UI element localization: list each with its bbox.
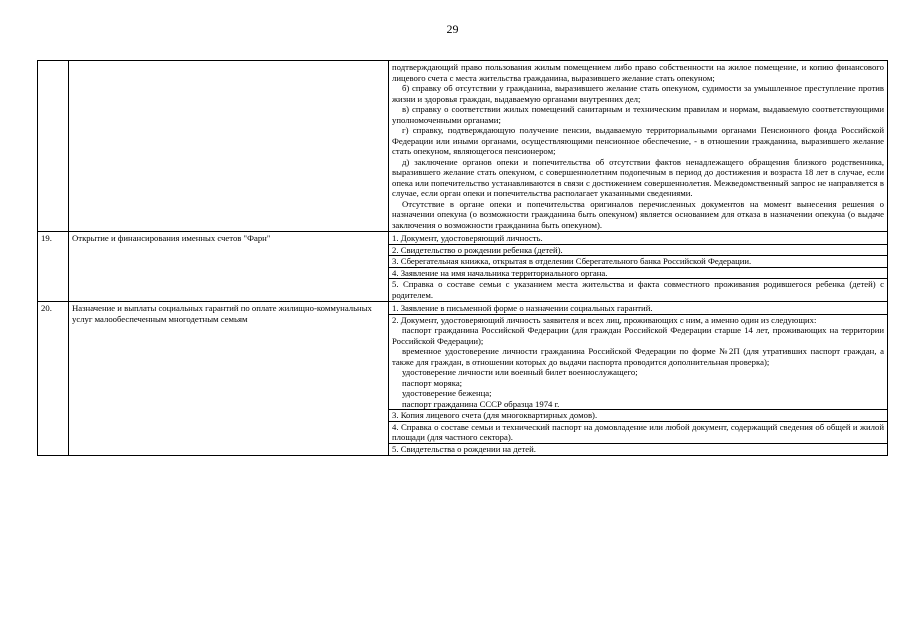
- documents-cell: [389, 302, 888, 456]
- document-item: 2. Свидетельство о рождении ребенка (детей).: [392, 244, 563, 255]
- documents-cell: [389, 61, 888, 232]
- document-subitem: паспорт моряка;: [402, 377, 463, 388]
- document-item: 3. Копия лицевого счета (для многоквартирных домов).: [392, 410, 598, 420]
- document-item: 4. Заявление на имя начальника территориального органа.: [392, 267, 608, 278]
- document-item: 1. Заявление в письменной форме о назначении социальных гарантий.: [392, 303, 653, 313]
- service-name: Назначение и выплаты социальных гарантий по оплате жилищно-коммунальных услуг малообеспеченным многодетным семьям: [69, 302, 389, 456]
- document-paragraph: г) справку, подтверждающую получение пенсии, выдаваемую территориальными органами Пенсионного фонда Российской Федерации или иными органами, осуществляющими пенсионное обеспечение, - в отношении гражданина, выразившего желание стать опекуном, являющегося пенсионером;: [392, 125, 884, 156]
- documents-cell: [389, 232, 888, 302]
- document-item: 3. Сберегательная книжка, открытая в отделении Сберегательного банка Российской Федерации.: [392, 256, 752, 266]
- document-paragraph: подтверждающий право пользования жилым помещением либо право собственности на жилое помещение, и копию финансового лицевого счета с места жительства гражданина, выразившего желание стать опекуном;: [392, 62, 884, 83]
- document-item: 5. Справка о составе семьи с указанием места жительства и факта совместного проживания родившегося ребенка (детей) с родителем.: [392, 279, 884, 300]
- document-item: 2. Документ, удостоверяющий личность заявителя и всех лиц, проживающих с ним, а именно один из следующих:: [392, 314, 817, 325]
- row-number: [38, 61, 69, 232]
- page-number: 29: [446, 22, 459, 36]
- document-subitem: паспорт гражданина СССР образца 1974 г.: [402, 398, 560, 409]
- document-paragraph: б) справку об отсутствии у гражданина, выразившего желание стать опекуном, судимости за умышленное преступление против жизни и здоровья граждан, выдаваемую органами внутренних дел;: [392, 83, 884, 104]
- document-item: 4. Справка о составе семьи и технический паспорт на домовладение или любой документ, содержащий сведения об общей и жилой площади (для частного сектора).: [392, 421, 884, 442]
- document-item: 1. Документ, удостоверяющий личность.: [392, 233, 543, 243]
- document-paragraph: в) справку о соответствии жилых помещений санитарным и техническим правилам и нормам, выдаваемую соответствующими уполномоченными органами;: [392, 104, 884, 125]
- row-number: 20.: [38, 302, 69, 456]
- document-paragraph: Отсутствие в органе опеки и попечительства оригиналов перечисленных документов на момент вынесения решения о назначении опекуна (о возможности гражданина быть опекуном) является основанием для отказа в назначении опекуна (о выдаче заключения о возможности гражданина быть опекуном).: [392, 198, 884, 230]
- table-row-19: [38, 232, 888, 302]
- document-subitem: удостоверение личности или военный билет военнослужащего;: [402, 367, 638, 377]
- document-paragraph: д) заключение органов опеки и попечительства об отсутствии фактов ненадлежащего обращения близкого родственника, выразившего желание стать опекуном, с совершеннолетним подопечным в период до достижения и возраста 18 лет в случае, если опека или попечительство устанавливаются в связи с достижением совершеннолетия. Межведомственный запрос не направляется в случае, если орган опеки и попечительства располагает указанными сведениями.: [392, 156, 884, 198]
- service-name: Открытие и финансирования именных счетов "Фарн": [69, 232, 389, 302]
- services-table: [37, 60, 888, 456]
- document-subitem: паспорт гражданина Российской Федерации (для граждан Российской Федерации старше 14 лет, проживающих на территории Российской Федерации);: [392, 325, 884, 346]
- table-row-continuation: [38, 61, 888, 232]
- table-row-20: [38, 302, 888, 456]
- document-subitem: удостоверение беженца;: [402, 388, 492, 398]
- document-item: 5. Свидетельства о рождении на детей.: [392, 443, 536, 454]
- row-number: 19.: [38, 232, 69, 302]
- document-subitem: временное удостоверение личности гражданина Российской Федерации по форме №2П (для утративших паспорт граждан, а также для граждан, в отношении которых до выдачи паспорта проводится дополнительная проверка);: [392, 346, 884, 367]
- service-name: [69, 61, 389, 232]
